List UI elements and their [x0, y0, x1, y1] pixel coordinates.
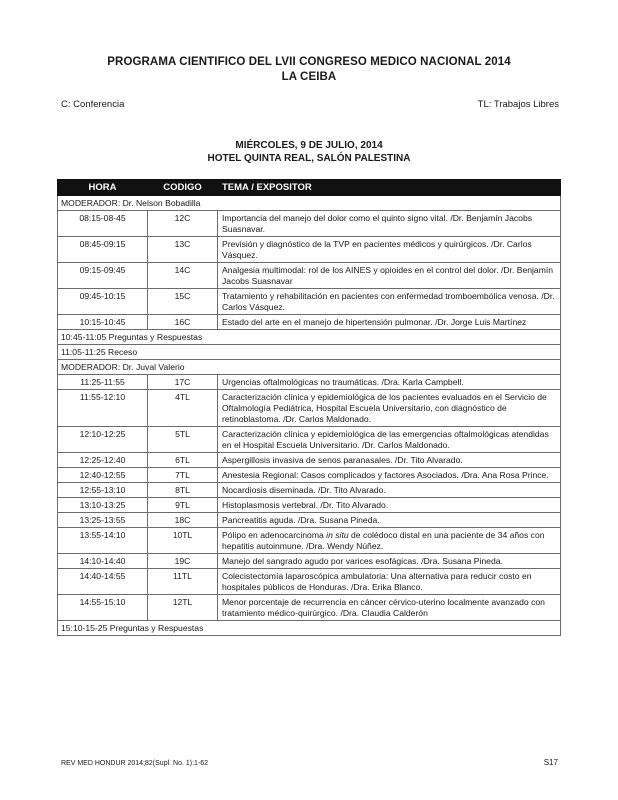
cell-codigo: 19C	[148, 554, 218, 569]
table-row-section	[58, 330, 561, 345]
document-title: PROGRAMA CIENTIFICO DEL LVII CONGRESO MEDICO NACIONAL 2014	[107, 56, 511, 68]
table-row-section	[58, 345, 561, 360]
cell-codigo: 16C	[148, 315, 218, 330]
table-row	[58, 513, 561, 528]
table-row	[58, 390, 561, 427]
table-row	[58, 237, 561, 263]
footer-citation: REV MED HONDUR 2014;82(Supl. No. 1):1-62	[61, 760, 209, 767]
section-label: 15:10-15-25 Preguntas y Respuestas	[58, 621, 561, 636]
cell-codigo: 14C	[148, 263, 218, 289]
cell-tema: Tratamiento y rehabilitación en pacientes con enfermedad tromboembólica venosa. /Dr. Carlos Vásquez.	[218, 289, 561, 315]
cell-hora: 13:25-13:55	[58, 513, 148, 528]
cell-tema: Estado del arte en el manejo de hipertensión pulmonar. /Dr. Jorge Luis Martínez	[218, 315, 561, 330]
cell-hora: 14:55-15:10	[58, 595, 148, 621]
column-header-tema: TEMA / EXPOSITOR	[218, 180, 561, 196]
cell-tema	[218, 528, 561, 554]
cell-tema: Caracterización clínica y epidemiológica de las emergencias oftalmológicas atendidas en el Hospital Escuela Universitario. /Dr. Carlos Maldonado.	[218, 427, 561, 453]
cell-tema: Histoplasmosis vertebral. /Dr. Tito Alvarado.	[218, 498, 561, 513]
cell-tema: Aspergillosis invasiva de senos paranasales. /Dr. Tito Alvarado.	[218, 453, 561, 468]
cell-codigo: 6TL	[148, 453, 218, 468]
cell-tema: Anestesia Regional: Casos complicados y factores Asociados. /Dra. Ana Rosa Prince.	[218, 468, 561, 483]
cell-tema: Importancia del manejo del dolor como el quinto signo vital. /Dr. Benjamín Jacobs Suasnavar.	[218, 211, 561, 237]
table-row	[58, 483, 561, 498]
cell-hora: 13:10-13:25	[58, 498, 148, 513]
cell-tema: Manejo del sangrado agudo por varices esofágicas. /Dra. Susana Pineda.	[218, 554, 561, 569]
cell-codigo: 4TL	[148, 390, 218, 427]
table-row	[58, 289, 561, 315]
table-row	[58, 315, 561, 330]
cell-tema: Colecistectomía laparoscópica ambulatoria: Una alternativa para reducir costo en hospitales públicos de Honduras. /Dra. Erika Blanco.	[218, 569, 561, 595]
table-row-section	[58, 621, 561, 636]
cell-hora: 11:55-12:10	[58, 390, 148, 427]
cell-codigo: 13C	[148, 237, 218, 263]
tema-text: de colédoco distal en una paciente de 34 años con hepatitis autoinmune. /Dra. Wendy Núñez.	[222, 529, 545, 551]
cell-hora: 08:15-08-45	[58, 211, 148, 237]
table-row	[58, 595, 561, 621]
cell-tema: Pancreatitis aguda. /Dra. Susana Pineda.	[218, 513, 561, 528]
table-row	[58, 211, 561, 237]
section-label: MODERADOR: Dr. Juval Valerio	[58, 360, 561, 375]
table-row	[58, 468, 561, 483]
table-row-section	[58, 360, 561, 375]
document-subtitle-city: LA CEIBA	[281, 71, 337, 83]
table-row	[58, 498, 561, 513]
cell-codigo: 18C	[148, 513, 218, 528]
cell-codigo: 11TL	[148, 569, 218, 595]
table-row	[58, 453, 561, 468]
cell-hora: 14:10-14:40	[58, 554, 148, 569]
table-body	[58, 196, 561, 636]
legend-trabajos-libres: TL: Trabajos Libres	[477, 99, 559, 110]
table-row-section	[58, 196, 561, 211]
table-header-row	[58, 180, 561, 196]
cell-codigo: 10TL	[148, 528, 218, 554]
cell-codigo: 15C	[148, 289, 218, 315]
cell-tema: Nocardiosis diseminada. /Dr. Tito Alvarado.	[218, 483, 561, 498]
cell-codigo: 12TL	[148, 595, 218, 621]
section-label: 10:45-11:05 Preguntas y Respuestas	[58, 330, 561, 345]
table-row	[58, 554, 561, 569]
table-row	[58, 528, 561, 554]
table-row	[58, 569, 561, 595]
cell-codigo: 17C	[148, 375, 218, 390]
cell-codigo: 9TL	[148, 498, 218, 513]
cell-codigo: 5TL	[148, 427, 218, 453]
cell-codigo: 8TL	[148, 483, 218, 498]
page-number: S17	[543, 758, 558, 767]
cell-hora: 08:45-09:15	[58, 237, 148, 263]
table-row	[58, 263, 561, 289]
cell-hora: 14:40-14:55	[58, 569, 148, 595]
section-label: MODERADOR: Dr. Nelson Bobadilla	[58, 196, 561, 211]
cell-hora: 11:25-11:55	[58, 375, 148, 390]
column-header-hora: HORA	[58, 180, 148, 196]
tema-italic-text: in situ	[326, 529, 349, 540]
cell-tema: Caracterización clínica y epidemiológica de los pacientes evaluados en el Servicio de Oftalmología Pediátrica, Hospital Escuela Universitario, con diagnóstico de retinoblastoma. /Dr. Carlos Maldonado.	[218, 390, 561, 427]
cell-hora: 12:55-13:10	[58, 483, 148, 498]
cell-hora: 13:55-14:10	[58, 528, 148, 554]
tema-text: Pólipo en adenocarcinoma	[222, 529, 327, 540]
cell-hora: 12:10-12:25	[58, 427, 148, 453]
cell-tema: Analgesia multimodal: rol de los AINES y opioides en el control del dolor. /Dr. Benjamín Jacobs Suasnavar	[218, 263, 561, 289]
table-row	[58, 427, 561, 453]
section-label: 11:05-11:25 Receso	[58, 345, 561, 360]
cell-hora: 12:25-12:40	[58, 453, 148, 468]
legend-conferencia: C: Conferencia	[61, 99, 125, 110]
column-header-codigo: CODIGO	[148, 180, 218, 196]
cell-tema: Menor porcentaje de recurrencia en cáncer cérvico-uterino localmente avanzado con tratamiento médico-quirúrgico. /Dra. Claudia Calderón	[218, 595, 561, 621]
cell-hora: 09:15-09:45	[58, 263, 148, 289]
session-date: MIÉRCOLES, 9 DE JULIO, 2014	[235, 140, 383, 151]
cell-hora: 12:40-12:55	[58, 468, 148, 483]
cell-hora: 10:15-10:45	[58, 315, 148, 330]
cell-tema: Previsión y diagnóstico de la TVP en pacientes médicos y quirúrgicos. /Dr. Carlos Vásquez.	[218, 237, 561, 263]
session-venue: HOTEL QUINTA REAL, SALÓN PALESTINA	[207, 153, 411, 164]
cell-codigo: 7TL	[148, 468, 218, 483]
cell-tema: Urgencias oftalmológicas no traumáticas. /Dra. Karla Campbell.	[218, 375, 561, 390]
cell-codigo: 12C	[148, 211, 218, 237]
table-row	[58, 375, 561, 390]
program-table	[57, 179, 561, 636]
cell-hora: 09:45-10:15	[58, 289, 148, 315]
